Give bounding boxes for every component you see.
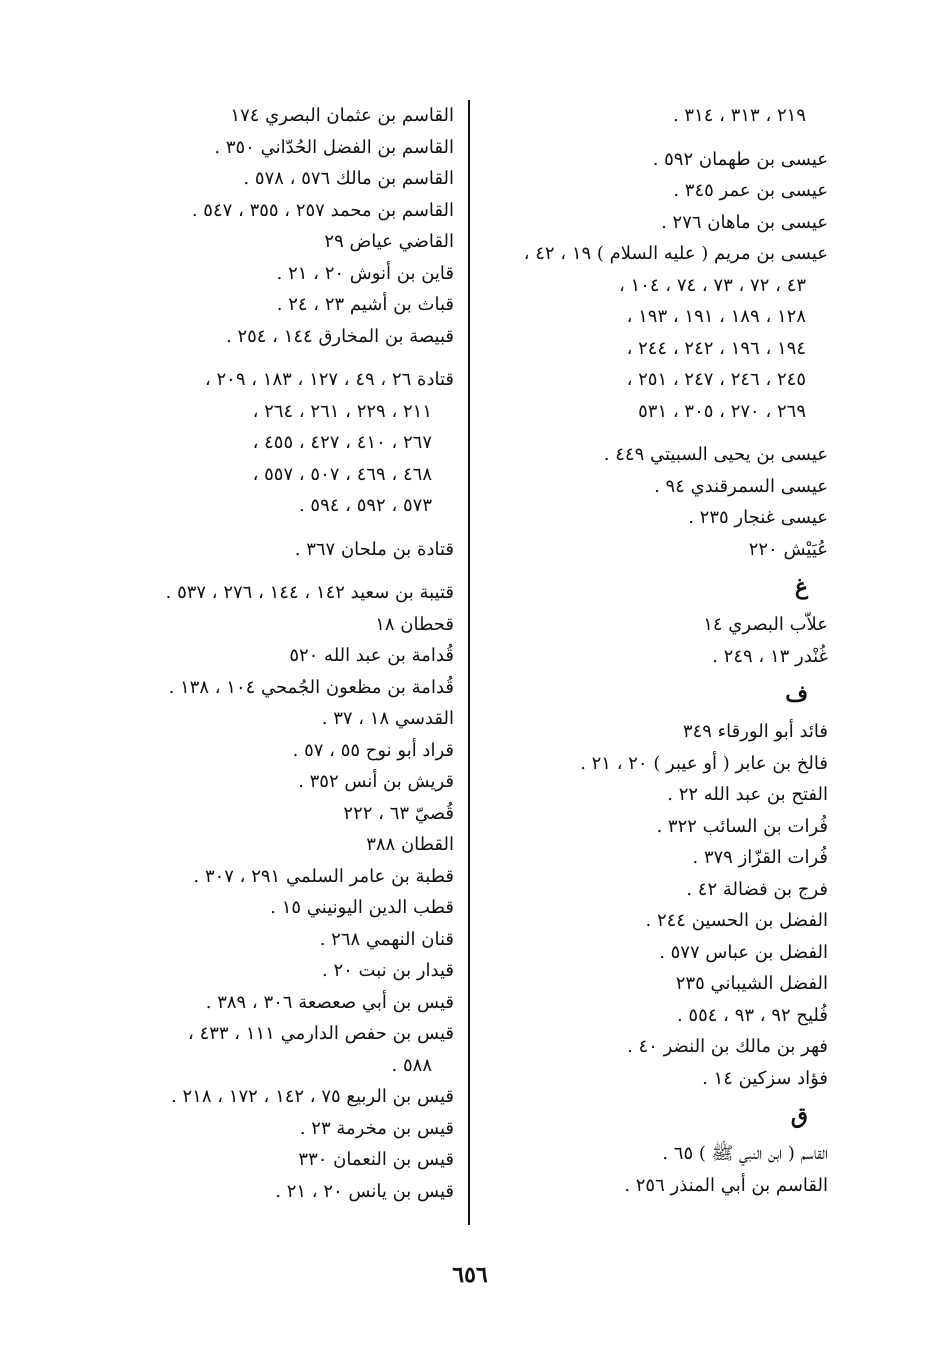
index-entry: قاين بن أنوش ٢٠ ، ٢١ . — [276, 262, 454, 284]
index-entry: غُنْدر ١٣ ، ٢٤٩ . — [712, 645, 828, 667]
index-entry: قتادة بن ملحان ٣٦٧ . — [294, 538, 454, 560]
index-entry: عيسى بن يحيى السبيتي ٤٤٩ . — [603, 444, 828, 465]
index-entry: علاّب البصري ١٤ — [703, 614, 828, 635]
index-entry: عيسى السمرقندي ٩٤ . — [654, 475, 828, 497]
index-entry-continuation: ١٢٨ ، ١٨٩ ، ١٩١ ، ١٩٣ ، — [626, 306, 806, 327]
index-entry: عيسى بن مريم ( عليه السلام ) ١٩ ، ٤٢ ، — [523, 243, 828, 264]
index-entry: الفضل بن الحسين ٢٤٤ . — [645, 910, 828, 931]
section-letter-qaf: ق — [790, 1103, 808, 1129]
index-entry: القاضي عياض ٢٩ — [324, 231, 454, 252]
index-entry-continuation: ٢٦٧ ، ٤١٠ ، ٤٢٧ ، ٤٥٥ ، — [252, 432, 432, 453]
column-divider — [468, 100, 470, 1225]
index-entry: فائد أبو الورقاء ٣٤٩ — [682, 721, 828, 742]
index-entry: قطب الدين اليونيني ١٥ . — [270, 897, 454, 918]
index-entry: فرج بن فضالة ٤٢ . — [686, 878, 828, 900]
index-entry-continuation: ٤٣ ، ٧٢ ، ٧٣ ، ٧٤ ، ١٠٤ ، — [619, 274, 806, 296]
index-entry-continuation: ٥٨٨ . — [391, 1054, 432, 1076]
index-entry: قباث بن أشيم ٢٣ ، ٢٤ . — [276, 294, 454, 315]
index-entry: عُيَيْش ٢٢٠ — [748, 538, 828, 560]
index-entry: قحطان ١٨ — [375, 613, 454, 635]
index-entry: قُدامة بن مظعون الجُمحي ١٠٤ ، ١٣٨ . — [168, 676, 454, 698]
index-entry: عيسى بن عمر ٣٤٥ . — [673, 180, 828, 201]
page-number: ٦٥٦ — [452, 1262, 488, 1288]
index-entry: فهر بن مالك بن النضر ٤٠ . — [627, 1036, 828, 1057]
index-entry: عيسى بن طهمان ٥٩٢ . — [652, 148, 828, 170]
index-entry: القدسي ١٨ ، ٣٧ . — [321, 708, 454, 729]
index-entry-continuation: ٢٦٩ ، ٢٧٠ ، ٣٠٥ ، ٥٣١ — [638, 400, 806, 422]
index-entry: الفضل بن عباس ٥٧٧ . — [659, 941, 828, 963]
index-entry: عيسى غنجار ٢٣٥ . — [688, 507, 828, 528]
index-entry: قيس بن الربيع ٧٥ ، ١٤٢ ، ١٧٢ ، ٢١٨ . — [171, 1086, 454, 1107]
index-entry: قيس بن يانس ٢٠ ، ٢١ . — [275, 1180, 454, 1202]
index-entry: فُليح ٩٢ ، ٩٣ ، ٥٥٤ . — [676, 1004, 828, 1026]
index-entry: القاسم ( ابن النبي ﷺ ) ٦٥ . — [662, 1143, 828, 1164]
index-entry: قيس بن أبي صعصعة ٣٠٦ ، ٣٨٩ . — [205, 991, 454, 1013]
index-entry: قيس بن حفص الدارمي ١١١ ، ٤٣٣ ، — [188, 1023, 454, 1044]
index-entry: قريش بن أنس ٣٥٢ . — [298, 771, 454, 792]
index-entry: قنان النهمي ٢٦٨ . — [319, 928, 454, 950]
index-entry: الفتح بن عبد الله ٢٢ . — [667, 784, 828, 805]
index-entry: القاسم بن مالك ٥٧٦ ، ٥٧٨ . — [243, 168, 454, 189]
index-entry-continuation: ٥٧٣ ، ٥٩٢ ، ٥٩٤ . — [298, 495, 432, 516]
index-entry: قطبة بن عامر السلمي ٢٩١ ، ٣٠٧ . — [193, 865, 454, 887]
section-letter-fa: ف — [785, 681, 808, 707]
index-entry-continuation: ٢٤٥ ، ٢٤٦ ، ٢٤٧ ، ٢٥١ ، — [626, 369, 806, 390]
index-entry: القاسم بن أبي المنذر ٢٥٦ . — [624, 1174, 828, 1196]
index-entry: القاسم بن محمد ٢٥٧ ، ٣٥٥ ، ٥٤٧ . — [191, 199, 454, 221]
index-entry: قراد أبو نوح ٥٥ ، ٥٧ . — [292, 739, 454, 761]
index-entry: عيسى بن ماهان ٢٧٦ . — [661, 211, 828, 233]
index-entry: القاسم بن الفضل الحُدّاني ٣٥٠ . — [214, 136, 454, 158]
index-entry: قيس بن النعمان ٣٣٠ — [298, 1149, 454, 1170]
index-entry: قيدار بن نبت ٢٠ . — [322, 960, 454, 981]
index-entry: فؤاد سزكين ١٤ . — [702, 1067, 828, 1089]
index-entry: قُدامة بن عبد الله ٥٢٠ — [289, 645, 454, 666]
index-entry-continuation: ١٩٤ ، ١٩٦ ، ٢٤٢ ، ٢٤٤ ، — [626, 337, 806, 359]
index-entry: قتادة ٢٦ ، ٤٩ ، ١٢٧ ، ١٨٣ ، ٢٠٩ ، — [204, 369, 454, 390]
left-column — [112, 100, 454, 1207]
section-letter-ghain: غ — [794, 574, 808, 600]
index-entry: قُصيّ ٦٣ ، ٢٢٢ — [343, 802, 454, 824]
index-entry-continuation: ٢١٩ ، ٣١٣ ، ٣١٤ . — [672, 105, 806, 126]
index-entry-continuation: ٢١١ ، ٢٢٩ ، ٢٦١ ، ٢٦٤ ، — [252, 400, 432, 422]
index-entry: الفضل الشيباني ٢٣٥ — [675, 973, 828, 994]
index-entry: قيس بن مخرمة ٢٣ . — [299, 1117, 454, 1139]
index-entry: القطان ٣٨٨ — [366, 834, 454, 855]
index-entry: فُرات القزّاز ٣٧٩ . — [692, 847, 828, 868]
index-entry-continuation: ٤٦٨ ، ٤٦٩ ، ٥٠٧ ، ٥٥٧ ، — [252, 463, 432, 485]
right-column — [488, 100, 828, 1201]
index-entry: قبيصة بن المخارق ١٤٤ ، ٢٥٤ . — [225, 325, 454, 347]
index-entry: القاسم بن عثمان البصري ١٧٤ — [230, 105, 454, 126]
index-entry: قتيبة بن سعيد ١٤٢ ، ١٤٤ ، ٢٧٦ ، ٥٣٧ . — [165, 582, 454, 603]
index-entry: فُرات بن السائب ٣٢٢ . — [656, 815, 828, 837]
index-entry: فالخ بن عابر ( أو عيبر ) ٢٠ ، ٢١ . — [580, 752, 828, 774]
